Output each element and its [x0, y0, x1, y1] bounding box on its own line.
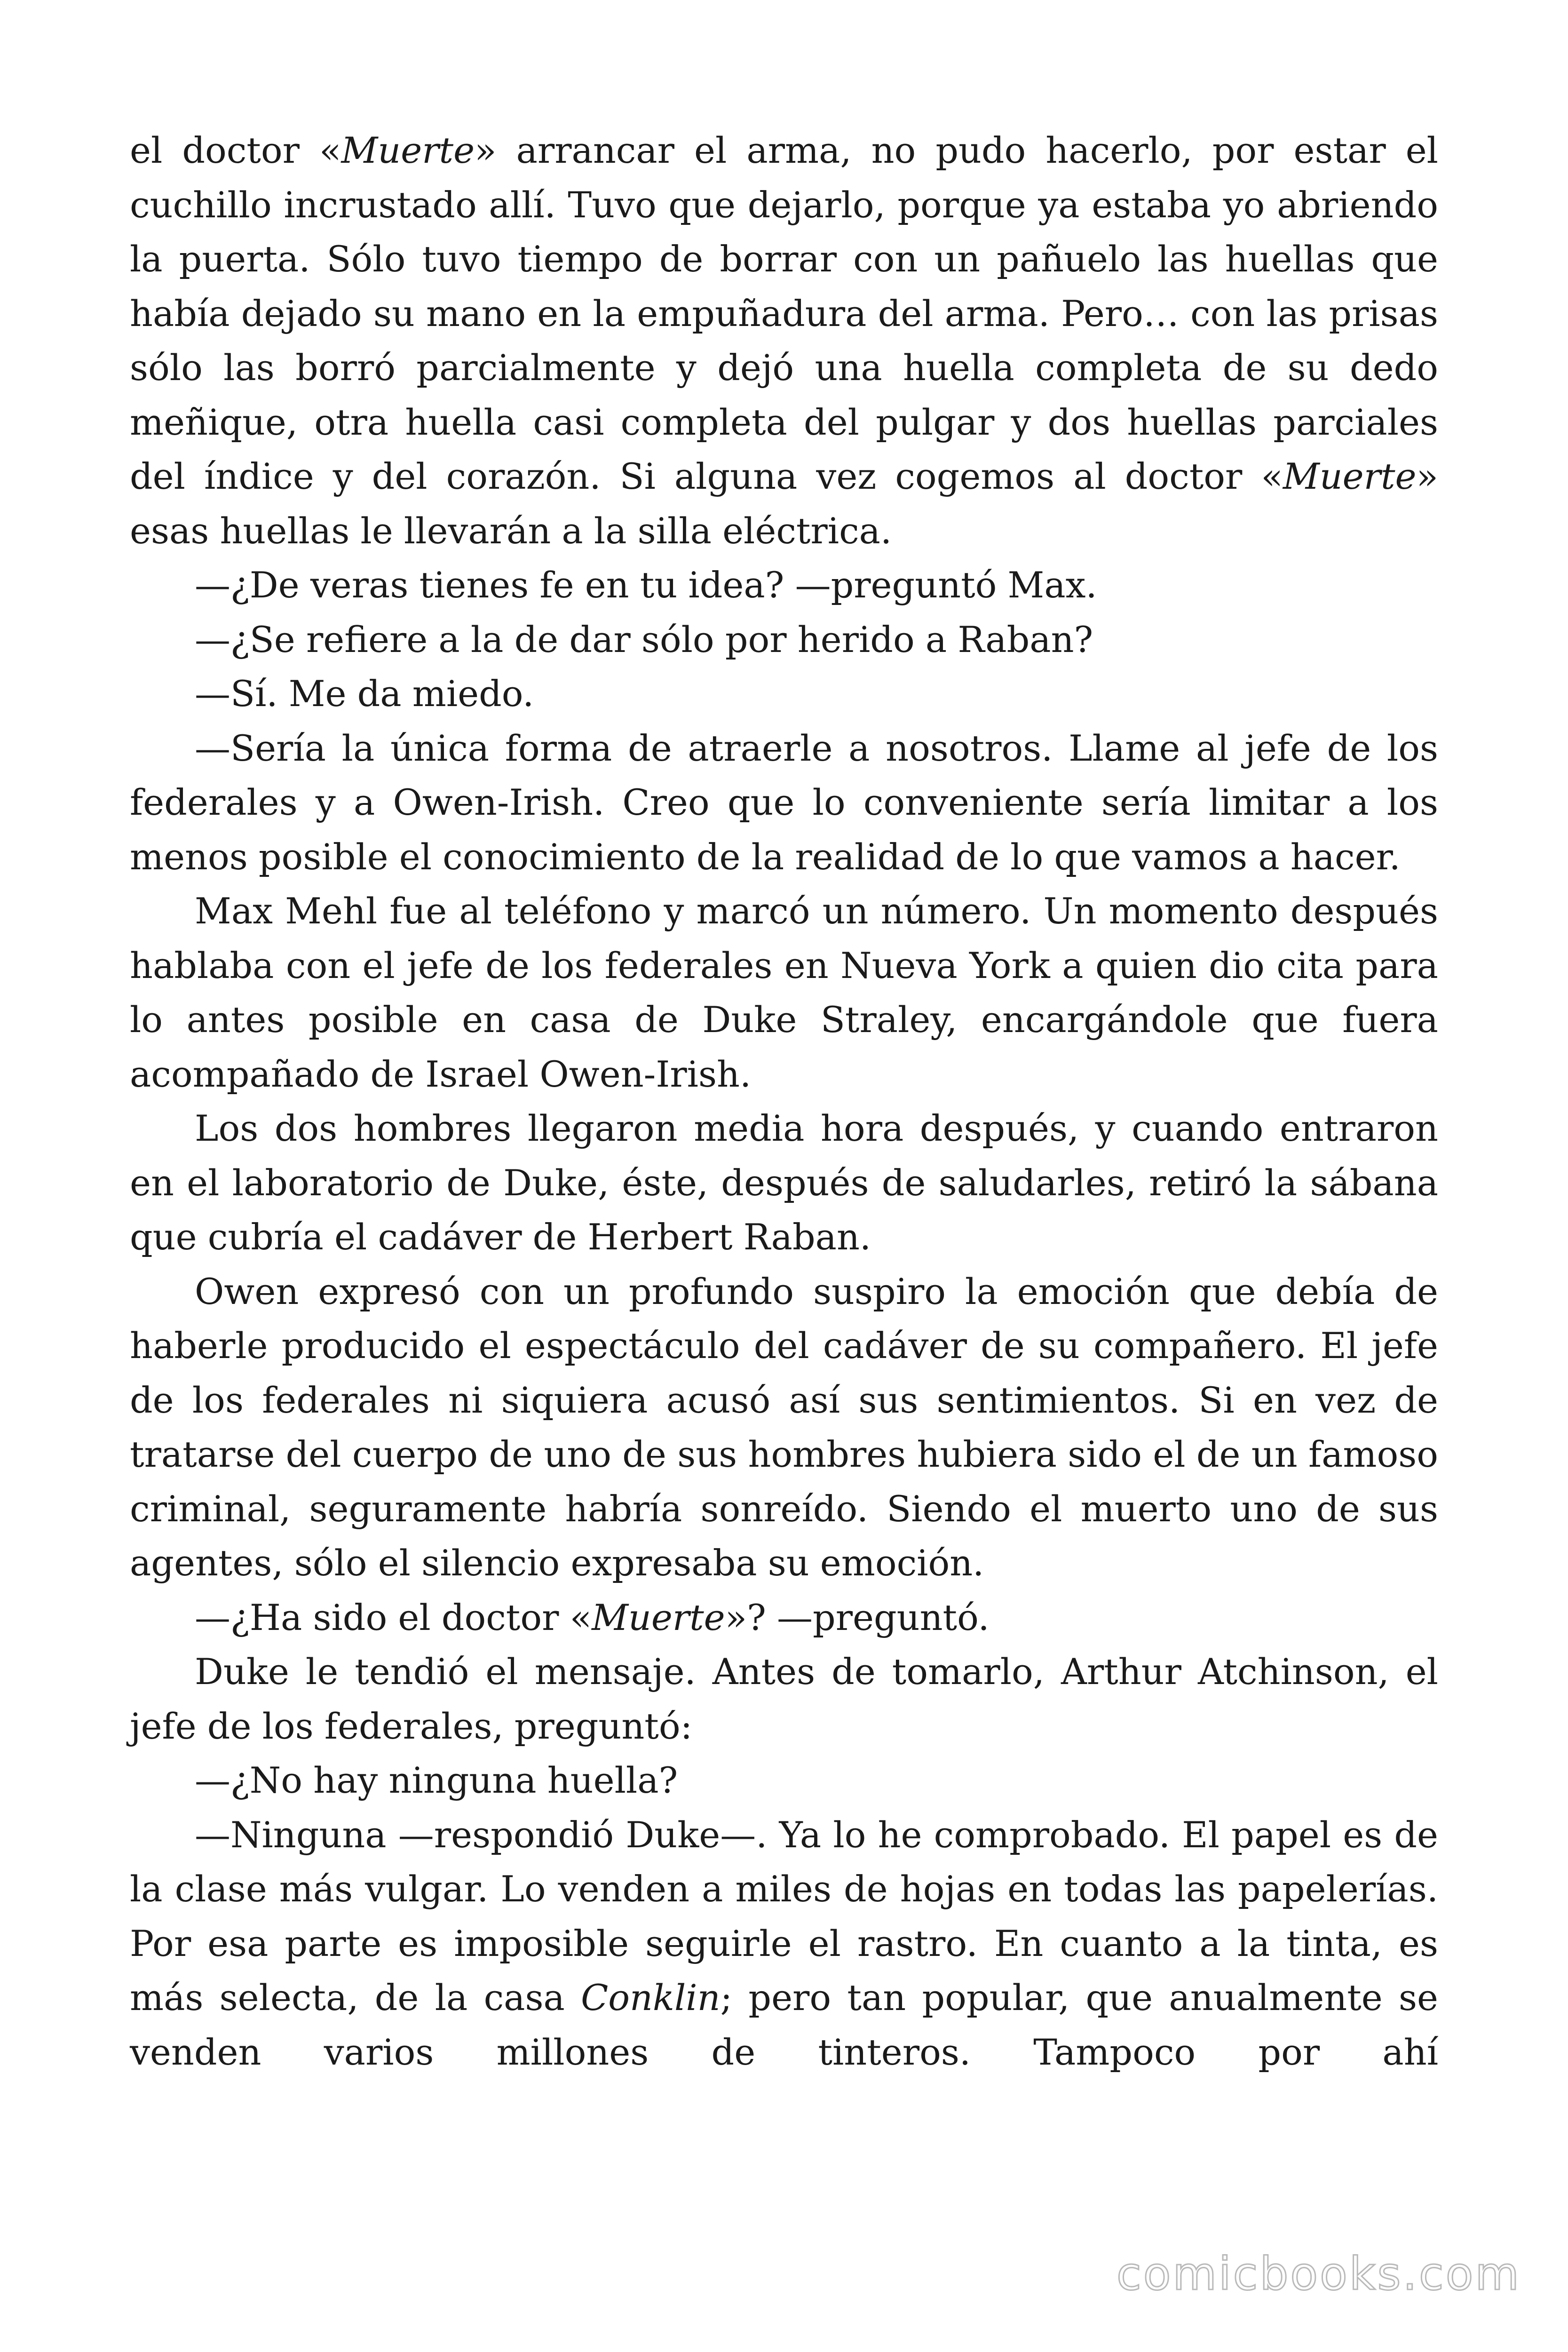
paragraph	[130, 612, 1438, 667]
text-run: —Sería la única forma de atraerle a nosotros. Llame al jefe de los federales y a Owen-Irish. Creo que lo conveniente sería limitar a los menos posible el conocimiento de la realidad de lo que vamos a hacer.	[130, 727, 1438, 878]
text-run: el doctor «	[130, 129, 341, 171]
paragraph	[130, 1101, 1438, 1264]
watermark: comicbooks.com	[1116, 2248, 1521, 2300]
text-run: » esas huellas le llevarán a la silla eléctrica.	[130, 455, 1438, 552]
text-run: ; pero tan popular, que anualmente se venden varios millones de tinteros. Tampoco por ahí	[130, 1977, 1438, 2073]
paragraph	[130, 123, 1438, 558]
text-run: —Sí. Me da miedo.	[195, 673, 534, 715]
text-run: —¿De veras tienes fe en tu idea? —preguntó Max.	[195, 564, 1097, 606]
paragraph	[130, 1264, 1438, 1590]
italic-text: Conklin	[581, 1977, 721, 2018]
paragraph	[130, 721, 1438, 884]
page-body	[130, 123, 1438, 2079]
text-run: Duke le tendió el mensaje. Antes de tomarlo, Arthur Atchinson, el jefe de los federales, preguntó:	[130, 1651, 1438, 1747]
paragraph	[130, 667, 1438, 721]
text-run: —¿Ha sido el doctor «	[195, 1596, 592, 1638]
paragraph	[130, 1645, 1438, 1753]
text-run: —Ninguna —respondió Duke—. Ya lo he comprobado. El papel es de la clase más vulgar. Lo venden a miles de hojas en todas las papelerías. Por esa parte es imposible seguirle el rastro. En cuanto a la tinta, es más selecta, de la casa	[130, 1813, 1438, 2018]
paragraph	[130, 1590, 1438, 1645]
text-run: »? —preguntó.	[725, 1596, 990, 1638]
text-run: —¿Se refiere a la de dar sólo por herido a Raban?	[195, 618, 1093, 660]
paragraph	[130, 884, 1438, 1101]
text-run: Max Mehl fue al teléfono y marcó un número. Un momento después hablaba con el jefe de los federales en Nueva York a quien dio cita para lo antes posible en casa de Duke Straley, encargándole que fuera acompañado de Israel Owen-Irish.	[130, 890, 1438, 1095]
text-run: » arrancar el arma, no pudo hacerlo, por estar el cuchillo incrustado allí. Tuvo que dejarlo, porque ya estaba yo abriendo la puerta. Sólo tuvo tiempo de borrar con un pañuelo las huellas que había dejado su mano en la empuñadura del arma. Pero… con las prisas sólo las borró parcialmente y dejó una huella completa de su dedo meñique, otra huella casi completa del pulgar y dos huellas parciales del índice y del corazón. Si alguna vez cogemos al doctor «	[130, 129, 1438, 497]
text-run: Los dos hombres llegaron media hora después, y cuando entraron en el laboratorio de Duke, éste, después de saludarles, retiró la sábana que cubría el cadáver de Herbert Raban.	[130, 1107, 1438, 1258]
text-run: —¿No hay ninguna huella?	[195, 1759, 678, 1801]
italic-text: Muerte	[1283, 455, 1417, 497]
italic-text: Muerte	[341, 129, 475, 171]
text-run: Owen expresó con un profundo suspiro la emoción que debía de haberle producido el espectáculo del cadáver de su compañero. El jefe de los federales ni siquiera acusó así sus sentimientos. Si en vez de tratarse del cuerpo de uno de sus hombres hubiera sido el de un famoso criminal, seguramente habría sonreído. Siendo el muerto uno de sus agentes, sólo el silencio expresaba su emoción.	[130, 1270, 1438, 1584]
paragraph	[130, 558, 1438, 612]
paragraph	[130, 1753, 1438, 1808]
italic-text: Muerte	[592, 1596, 725, 1638]
paragraph	[130, 1808, 1438, 2080]
